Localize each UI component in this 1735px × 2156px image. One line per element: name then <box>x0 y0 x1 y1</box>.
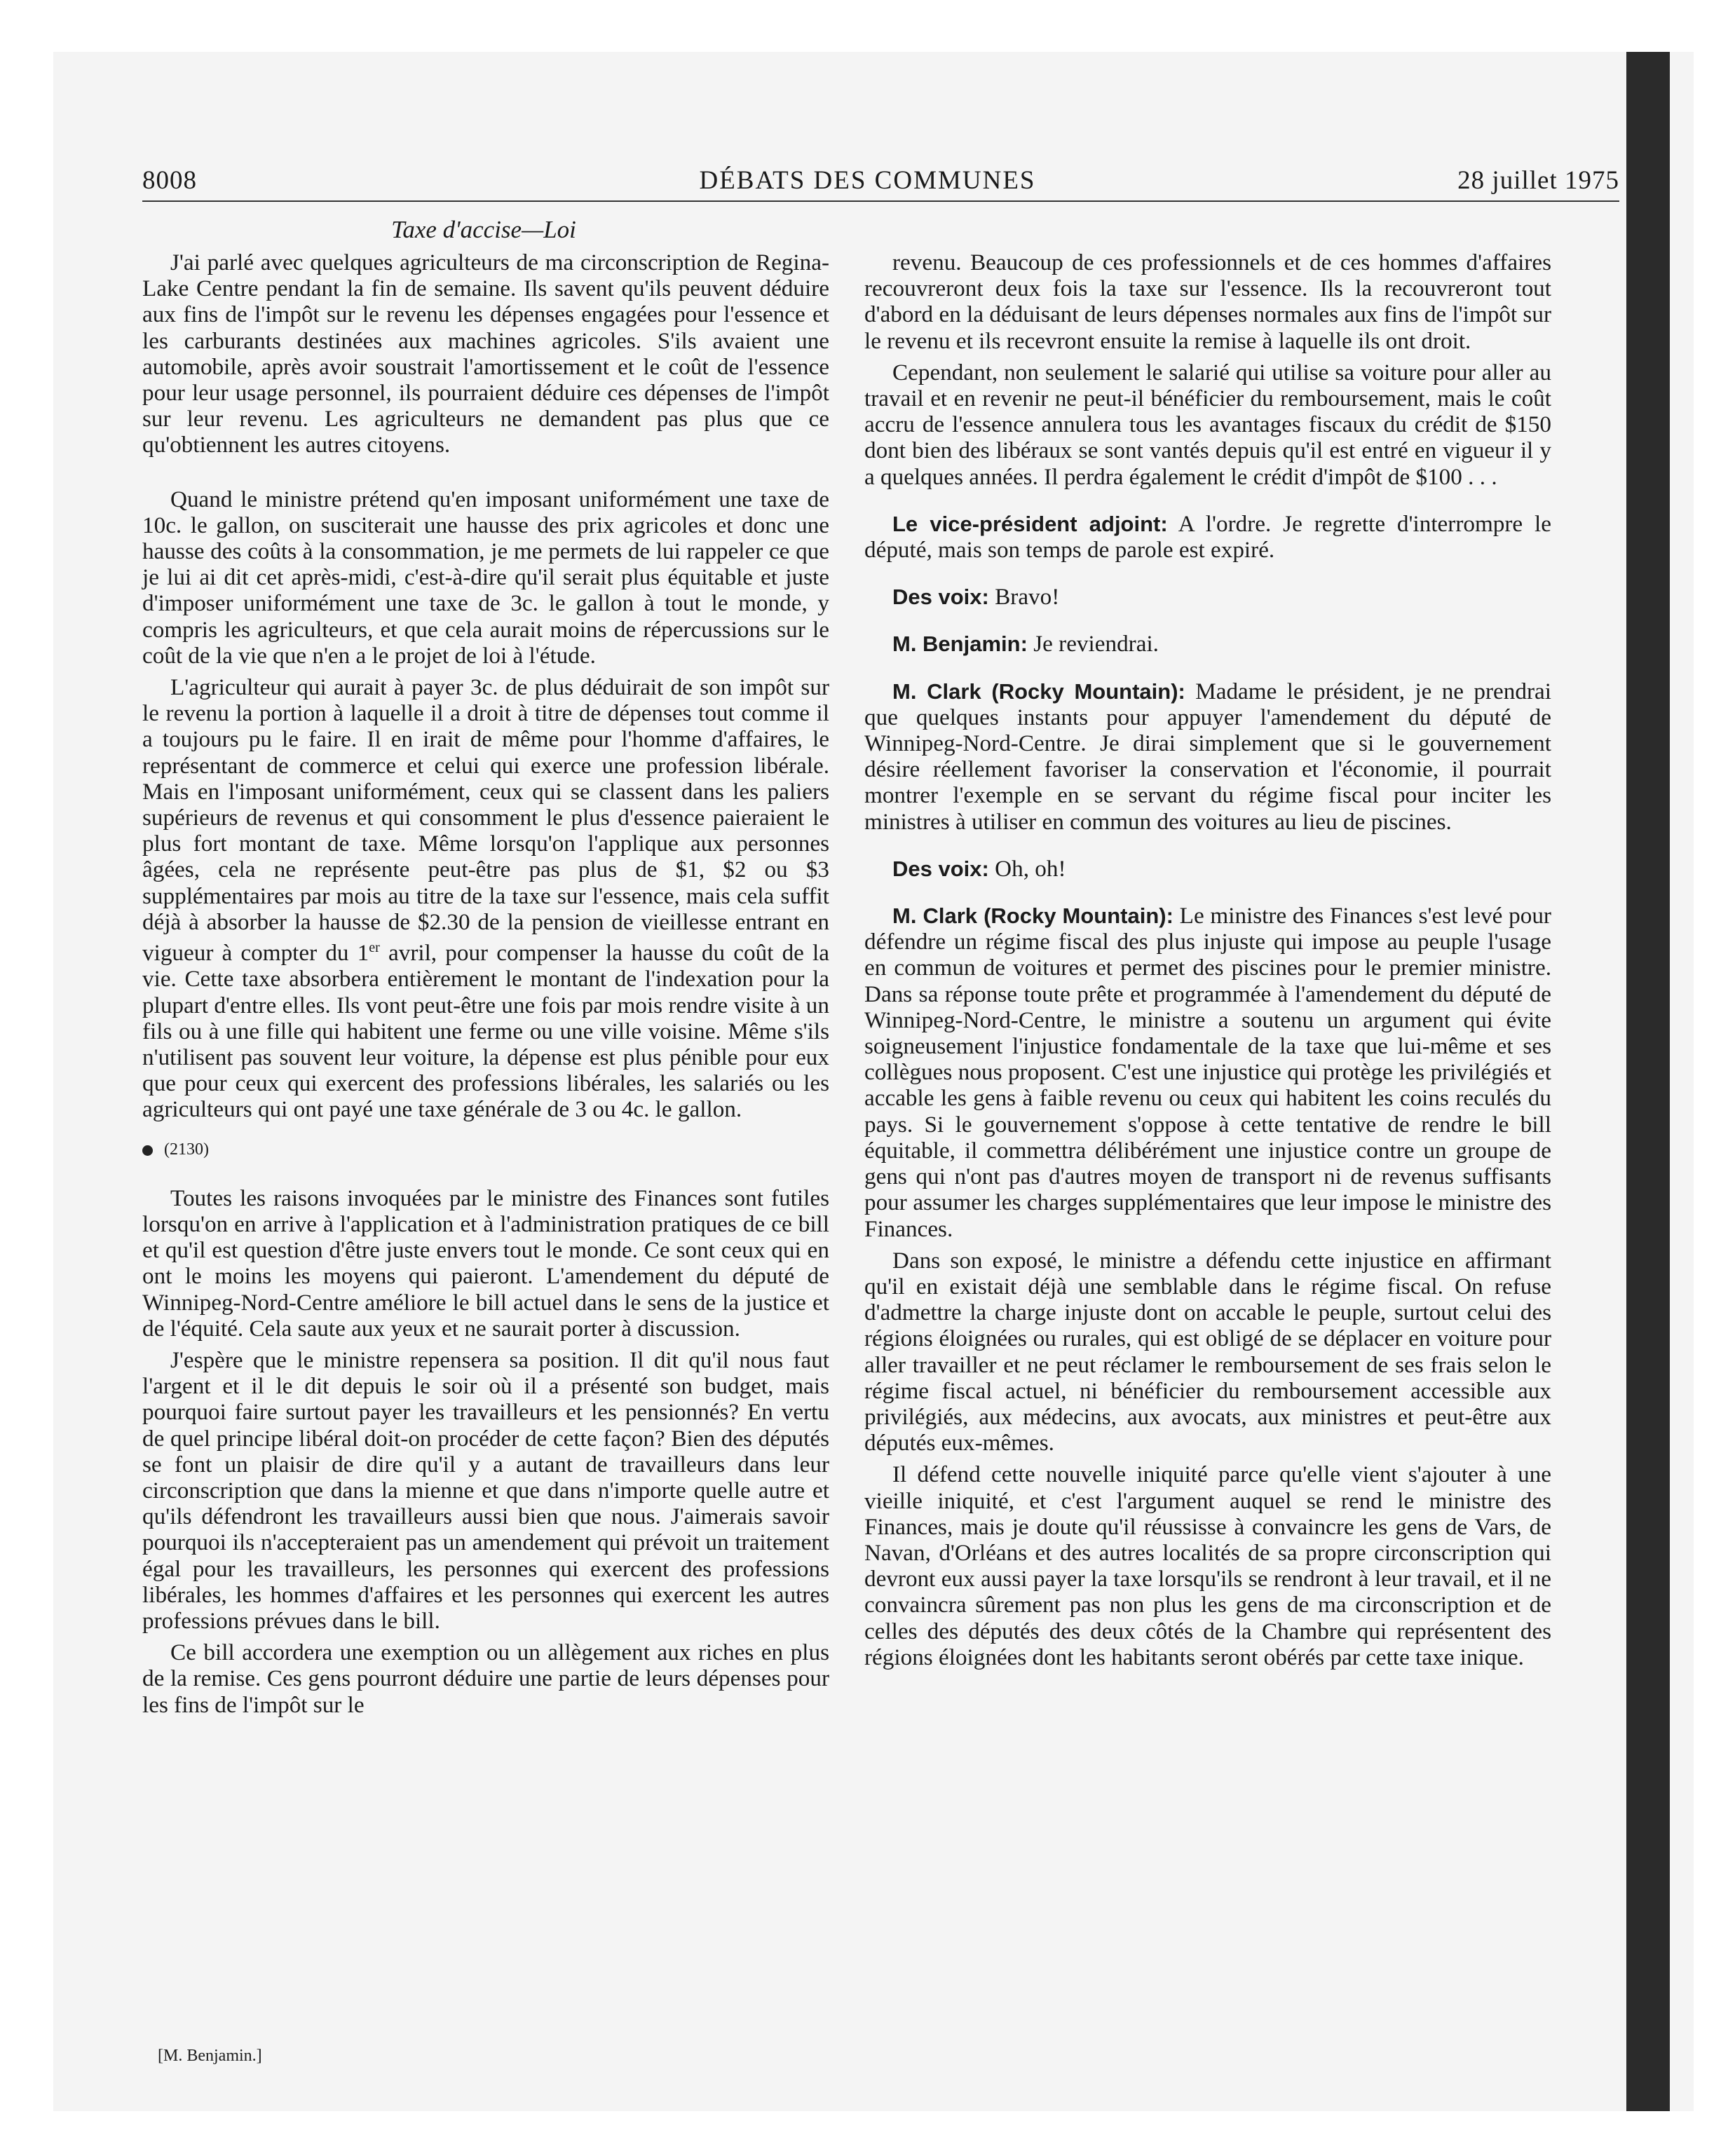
speech-text: Le ministre des Finances s'est levé pour défendre un régime fiscal des plus injuste qui impose au peuple l'usage en commun de voitures et permet des piscines pour le premier ministre. Dans sa réponse toute prête et programmée à l'amendement du député de Winnipeg-Nord-Centre, le ministre a soutenu un argument qui évite soigneusement l'injustice fondamentale de la taxe que lui-même et ses collègues nous proposent. C'est une injustice qui protège les privilégiés et accable les gens à faible revenu ou ceux qui habitent les coins reculés du pays. Si le gouvernement s'oppose à cette tentative de rendre le bill équitable, il commettra délibérément une injustice contre un groupe de gens qui n'ont pas d'autres moyen de transport ni de revenus suffisants pour assumer les charges supplémentaires que leur impose le ministre des Finances. <box>864 903 1551 1242</box>
speech <box>864 678 1551 835</box>
speech <box>864 511 1551 563</box>
speech <box>864 903 1551 1242</box>
section-heading: Taxe d'accise—Loi <box>391 216 576 243</box>
superscript: er <box>369 940 380 956</box>
speech-text: Bravo! <box>988 584 1060 610</box>
left-column <box>142 250 829 1724</box>
right-column <box>864 250 1551 1676</box>
publication-title: DÉBATS DES COMMUNES <box>699 166 1036 195</box>
page-number: 8008 <box>142 166 197 195</box>
paragraph: Ce bill accordera une exemption ou un allègement aux riches en plus de la remise. Ces gens pourront déduire une partie de leurs dépenses pour les fins de l'impôt sur le <box>142 1639 829 1718</box>
paragraph-text: L'agriculteur qui aurait à payer 3c. de plus déduirait de son impôt sur le revenu la portion à laquelle il a droit à titre de dépenses tout comme il a toujours pu le faire. Il en irait de même pour l'homme d'affaires, le représentant de commerce et celui qui exerce une profession libérale. Mais en l'imposant uniformément, ceux qui se classent dans les paliers supérieurs de revenus et qui consomment le plus d'essence paieraient le plus fort montant de taxe. Même lorsqu'on l'applique aux personnes âgées, cela ne représente peut-être pas plus de $1, $2 ou $3 supplémentaires par mois au titre de la taxe sur l'essence, mais cela suffit déjà à absorber la hausse de $2.30 de la pension de vieillesse entrant en vigueur à compter du 1 <box>142 674 829 967</box>
paragraph: Dans son exposé, le ministre a défendu cette injustice en affirmant qu'il en existait déjà une semblable dans le régime fiscal. On refuse d'admettre la charge injuste dont on accable le peuple, surtout celui des régions éloignées ou rurales, qui est obligé de se déplacer en voiture pour aller travailler et ne peut réclamer le remboursement de ses frais selon le régime fiscal actuel, ni bénéficier du remboursement accessible aux privilégiés, aux médecins, aux avocats, aux ministres et peut-être aux députés eux-mêmes. <box>864 1247 1551 1456</box>
bullet-icon <box>142 1145 153 1156</box>
paragraph: revenu. Beaucoup de ces professionnels et de ces hommes d'affaires recouvreront deux fois la taxe sur l'essence. Ils la recouvreront tout d'abord en la déduisant de leurs dépenses normales aux fins de l'impôt sur le revenu et ils recevront ensuite la remise à laquelle ils ont droit. <box>864 250 1551 354</box>
speech <box>864 856 1551 882</box>
speech-text: Madame le président, je ne prendrai que quelques instants pour appuyer l'amendement du député de Winnipeg-Nord-Centre. Je dirai simplement que si le gouvernement désire réellement favoriser la conservation et l'économie, il pourrait montrer l'exemple en se servant du régime fiscal pour inciter les ministres à utiliser en commun des voitures au lieu de piscines. <box>864 678 1551 835</box>
speaker-name: Des voix: <box>892 585 989 610</box>
speech-text: Je reviendrai. <box>1027 631 1159 657</box>
paragraph: Il défend cette nouvelle iniquité parce qu'elle vient s'ajouter à une vieille iniquité, et c'est l'argument auquel se rend le ministre des Finances, mais je doute qu'il réussisse à convaincre les gens de Vars, de Navan, d'Orléans et des autres localités de sa propre circonscription qui devront eux aussi payer la taxe lorsqu'ils se rendront à leur travail, et il ne convaincra sûrement pas non plus les gens de ma circonscription et de celles des députés des deux côtés de la Chambre qui représentent des régions éloignées dont les habitants seront obérés par cette taxe inique. <box>864 1461 1551 1670</box>
paragraph-text: avril, pour compenser la hausse du coût de la vie. Cette taxe absorbera entièrement le montant de l'indexation pour la plupart d'entre elles. Ils vont peut-être une fois par mois rendre visite à un fils ou à une fille qui habitent une ferme ou une ville voisine. Même s'ils n'utilisent pas souvent leur voiture, la dépense est plus pénible pour eux que pour ceux qui exercent des professions libérales, les salariés ou les agriculteurs qui ont payé une taxe générale de 3 ou 4c. le gallon. <box>142 940 830 1123</box>
time-marker-text: (2130) <box>164 1140 209 1159</box>
speech <box>864 631 1551 657</box>
paragraph <box>142 674 829 1123</box>
speaker-name: M. Clark (Rocky Mountain): <box>892 903 1173 929</box>
speech-text: Oh, oh! <box>988 855 1066 882</box>
paragraph: Quand le ministre prétend qu'en imposant uniformément une taxe de 10c. le gallon, on susciterait une hausse des prix agricoles et donc une hausse des coûts à la consommation, je me permets de lui rappeler ce que je lui ai dit cet après-midi, c'est-à-dire qu'il serait plus équitable et juste d'imposer uniformément une taxe de 3c. le gallon à tout le monde, y compris les agriculteurs, et que cela aurait moins de répercussions sur le coût de la vie que n'en a le projet de loi à l'étude. <box>142 486 829 669</box>
paragraph: Toutes les raisons invoquées par le ministre des Finances sont futiles lorsqu'on en arrive à l'application et à l'administration pratiques de ce bill et qu'il est question d'être juste envers tout le monde. Ce sont ceux qui en ont le moins les moyens qui paieront. L'amendement du député de Winnipeg-Nord-Centre améliore le bill actuel dans le sens de la justice et de l'équité. Cela saute aux yeux et ne saurait porter à discussion. <box>142 1185 829 1342</box>
header-rule <box>142 200 1619 202</box>
speaker-name: Des voix: <box>892 856 989 881</box>
scan-edge-shadow <box>1626 52 1670 2111</box>
paragraph: J'ai parlé avec quelques agriculteurs de ma circonscription de Regina-Lake Centre pendant la fin de semaine. Ils savent qu'ils peuvent déduire aux fins de l'impôt sur le revenu les dépenses engagées pour l'essence et les carburants destinées aux machines agricoles. S'ils avaient une automobile, après avoir soustrait l'amortissement et le coût de l'essence pour leur usage personnel, ils pourraient déduire ces dépenses de l'impôt sur leur revenu. Les agriculteurs ne demandent pas plus que ce qu'obtiennent les autres citoyens. <box>142 250 829 458</box>
speaker-name: M. Clark (Rocky Mountain): <box>892 678 1185 704</box>
speaker-name: Le vice-président adjoint: <box>892 511 1168 536</box>
paragraph: J'espère que le ministre repensera sa position. Il dit qu'il nous faut l'argent et il le dit depuis le soir où il a présenté son budget, mais pourquoi faire surtout payer les travailleurs et les pensionnés? En vertu de quel principe libéral doit-on procéder de cette façon? Bien des députés se font un plaisir de dire qu'il y a autant de travailleurs dans leur circonscription que dans la mienne et que dans n'importe quelle autre et qu'ils défendront les travailleurs aussi bien que nous. J'aimerais savoir pourquoi ils n'accepteraient pas un amendement qui prévoit un traitement égal pour les travailleurs, les personnes qui exercent des professions libérales, les hommes d'affaires et les personnes qui exercent les autres professions prévues dans le bill. <box>142 1346 829 1635</box>
time-marker <box>142 1137 829 1163</box>
speech-text: A l'ordre. Je regrette d'interrompre le député, mais son temps de parole est expiré. <box>864 510 1551 564</box>
speaker-footnote: [M. Benjamin.] <box>158 2047 262 2065</box>
speech <box>864 584 1551 610</box>
publication-date: 28 juillet 1975 <box>1457 166 1619 195</box>
speaker-name: M. Benjamin: <box>892 632 1028 657</box>
paragraph: Cependant, non seulement le salarié qui utilise sa voiture pour aller au travail et en revenir ne peut-il bénéficier du remboursement, mais le coût accru de l'essence annulera tous les avantages fiscaux du crédit de $150 dont bien des libéraux se sont vantés depuis qu'il est entré en vigueur il y a quelques années. Il perdra également le crédit d'impôt de $100 . . . <box>864 359 1551 490</box>
